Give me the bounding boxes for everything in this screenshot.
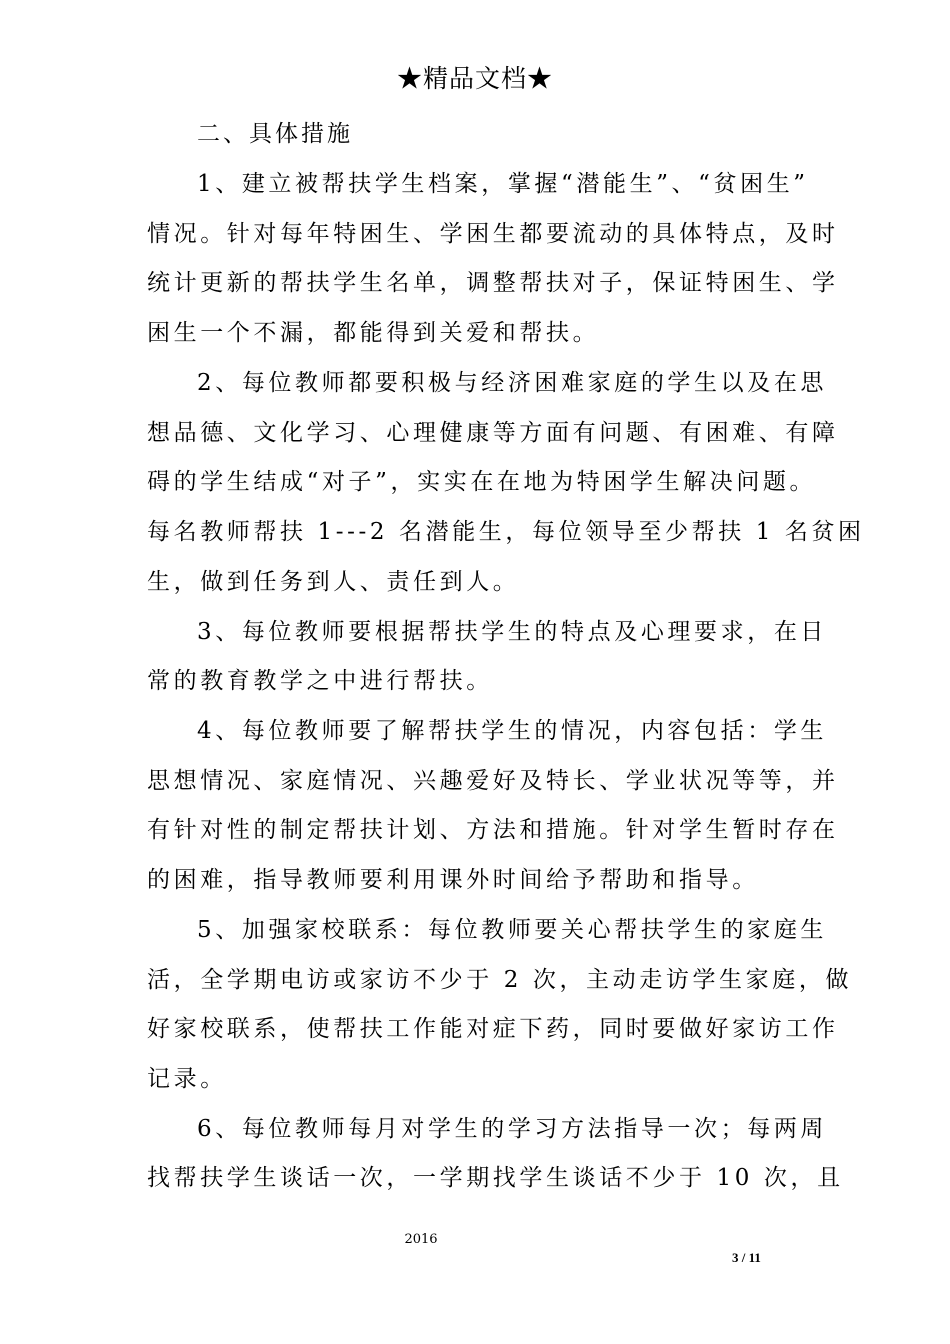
paragraph-line: 2、每位教师都要积极与经济困难家庭的学生以及在思 — [197, 370, 828, 396]
paragraph-line: 活，全学期电访或家访不少于 2 次，主动走访学生家庭，做 — [147, 967, 853, 993]
paragraph-line: 找帮扶学生谈话一次，一学期找学生谈话不少于 10 次，且 — [147, 1165, 844, 1191]
paragraph-line: 碍的学生结成“对子”，实实在在地为特困学生解决问题。 — [147, 469, 817, 495]
paragraph-line: 3、每位教师要根据帮扶学生的特点及心理要求，在日 — [197, 619, 828, 645]
section-heading: 二、具体措施 — [197, 121, 353, 147]
paragraph-line: 生，做到任务到人、责任到人。 — [147, 569, 520, 595]
paragraph-line: 4、每位教师要了解帮扶学生的情况，内容包括：学生 — [197, 718, 828, 744]
paragraph-line: 记录。 — [147, 1066, 227, 1092]
paragraph-line: 困生一个不漏，都能得到关爱和帮扶。 — [147, 320, 600, 346]
page-number: 3 / 11 — [732, 1250, 761, 1265]
paragraph-line: 常的教育教学之中进行帮扶。 — [147, 668, 493, 694]
footer-year: 2016 — [404, 1232, 438, 1247]
paragraph-line: 5、加强家校联系：每位教师要关心帮扶学生的家庭生 — [197, 917, 828, 943]
paragraph-line: 好家校联系，使帮扶工作能对症下药，同时要做好家访工作 — [147, 1016, 839, 1042]
paragraph-line: 6、每位教师每月对学生的学习方法指导一次；每两周 — [197, 1116, 828, 1142]
paragraph-line: 情况。针对每年特困生、学困生都要流动的具体特点，及时 — [147, 221, 839, 247]
paragraph-line: 想品德、文化学习、心理健康等方面有问题、有困难、有障 — [147, 420, 839, 446]
page-header-title: ★精品文档★ — [396, 64, 553, 93]
paragraph-line: 统计更新的帮扶学生名单，调整帮扶对子，保证特困生、学 — [147, 270, 839, 296]
paragraph-line: 每名教师帮扶 1---2 名潜能生，每位领导至少帮扶 1 名贫困 — [147, 519, 865, 545]
paragraph-line: 的困难，指导教师要利用课外时间给予帮助和指导。 — [147, 867, 759, 893]
paragraph-line: 思想情况、家庭情况、兴趣爱好及特长、学业状况等等，并 — [147, 768, 839, 794]
paragraph-line: 有针对性的制定帮扶计划、方法和措施。针对学生暂时存在 — [147, 817, 839, 843]
paragraph-line: 1、建立被帮扶学生档案，掌握“潜能生”、“贫困生” — [197, 171, 809, 197]
